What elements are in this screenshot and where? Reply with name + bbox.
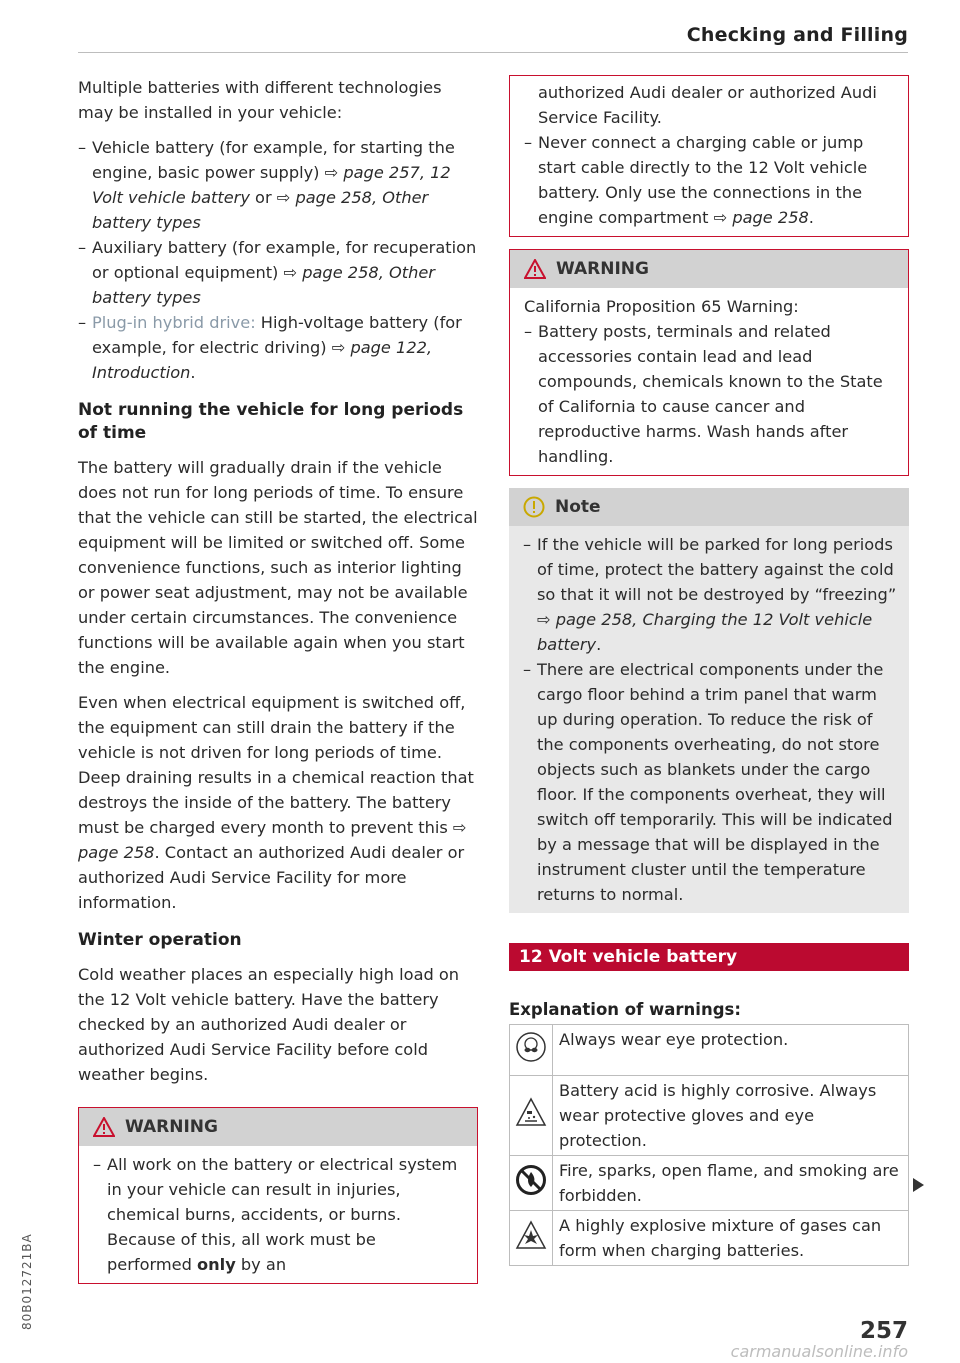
list-item: – Battery posts, terminals and related accessories contain lead and lead compounds, chemicals known to the State of California to cause cancer and reproductive harms. Wash hands after handling. bbox=[524, 322, 883, 466]
page-link[interactable]: ⇨ page 258, Other battery types bbox=[92, 263, 435, 307]
page-link[interactable]: ⇨ page 258 bbox=[713, 208, 809, 227]
running-header: Checking and Filling bbox=[686, 24, 908, 46]
page-link[interactable]: ⇨ page 122, Introduction bbox=[92, 338, 433, 382]
warning-continued-text: authorized Audi dealer or authorized Audi Service Facility. bbox=[538, 83, 877, 127]
paragraph-long-periods: The battery will gradually drain if the vehicle does not run for long periods of time. To ensure that the vehicle can still be started, the electrical equipment will be limited or switched off. Some convenience functions, such as interior lighting or power seat adjustment, may not be available under certain circumstances. The convenience functions will be available again when you start the engine. bbox=[78, 458, 478, 677]
left-column bbox=[78, 75, 478, 1284]
table-row bbox=[510, 1211, 909, 1266]
continue-arrow-icon bbox=[913, 1178, 924, 1192]
eye-protection-icon bbox=[515, 1031, 547, 1063]
paragraph-winter: Cold weather places an especially high load on the 12 Volt vehicle battery. Have the battery checked by an authorized Audi dealer or authorized Audi Service Facility before cold weather begins. bbox=[78, 965, 460, 1084]
document-code: 80B012721BA bbox=[20, 1233, 34, 1330]
table-cell: Battery acid is highly corrosive. Always wear protective gloves and eye protection. bbox=[553, 1076, 909, 1156]
warning-box-continued bbox=[509, 75, 909, 237]
heading-winter: Winter operation bbox=[78, 930, 242, 950]
watermark: carmanualsonline.info bbox=[730, 1342, 908, 1361]
heading-long-periods: Not running the vehicle for long periods of time bbox=[78, 400, 464, 443]
warning-title: WARNING bbox=[125, 1116, 218, 1137]
explanation-title: Explanation of warnings: bbox=[509, 1000, 741, 1019]
no-fire-icon bbox=[515, 1164, 547, 1196]
warning-intro: California Proposition 65 Warning: bbox=[524, 297, 799, 316]
warnings-table bbox=[509, 1024, 909, 1266]
table-row bbox=[510, 1025, 909, 1076]
page-link[interactable]: ⇨ page 258, Other battery types bbox=[92, 188, 429, 232]
table-row bbox=[510, 1076, 909, 1156]
warning-box bbox=[78, 1107, 478, 1284]
note-title: Note bbox=[555, 496, 601, 517]
paragraph-drain: Even when electrical equipment is switched off, the equipment can still drain the battery if the vehicle is not driven for long periods of time. Deep draining results in a chemical reaction that destroys the inside of the battery. The battery must be charged every month to prevent this ⇨ page 258. Contact an authorized Audi dealer or authorized Audi Service Facility for more information. bbox=[78, 693, 474, 912]
table-cell: Fire, sparks, open flame, and smoking are forbidden. bbox=[553, 1156, 909, 1211]
list-item: – Never connect a charging cable or jump start cable directly to the 12 Volt vehicle battery. Only use the connections in the engine compartment ⇨ page 258. bbox=[524, 133, 868, 227]
list-item: – Vehicle battery (for example, for starting the engine, basic power supply) ⇨ page 257, 12 Volt vehicle battery or ⇨ page 258, Other battery types bbox=[78, 138, 455, 232]
list-item: – Plug-in hybrid drive: High-voltage battery (for example, for electric driving) ⇨ page 122, Introduction. bbox=[78, 313, 462, 382]
intro-paragraph: Multiple batteries with different technologies may be installed in your vehicle: bbox=[78, 78, 442, 122]
header-rule bbox=[78, 52, 908, 53]
page-link[interactable]: ⇨ page 258 bbox=[78, 818, 467, 862]
warning-triangle-icon bbox=[93, 1117, 115, 1137]
right-column bbox=[509, 75, 909, 1266]
list-item: – Auxiliary battery (for example, for recuperation or optional equipment) ⇨ page 258, Other battery types bbox=[78, 238, 477, 307]
page-number: 257 bbox=[859, 1318, 908, 1344]
table-row bbox=[510, 1156, 909, 1211]
explosive-icon bbox=[515, 1220, 547, 1250]
note-info-icon bbox=[523, 496, 545, 518]
list-item: – If the vehicle will be parked for long periods of time, protect the battery against the cold so that it will not be destroyed by “freezing” ⇨ page 258, Charging the 12 Volt vehicle battery. bbox=[523, 535, 897, 654]
list-item: – All work on the battery or electrical system in your vehicle can result in injuries, chemical burns, accidents, or burns. Because of this, all work must be performed only by an bbox=[93, 1155, 458, 1274]
table-cell: Always wear eye protection. bbox=[553, 1025, 909, 1076]
page-link[interactable]: ⇨ page 258, Charging the 12 Volt vehicle battery bbox=[537, 610, 873, 654]
acid-corrosive-icon bbox=[515, 1097, 547, 1127]
warning-triangle-icon bbox=[524, 259, 546, 279]
page-link[interactable]: ⇨ page 257, 12 Volt vehicle battery bbox=[92, 163, 451, 207]
prop65-warning-box bbox=[509, 249, 909, 476]
note-box bbox=[509, 488, 909, 913]
table-cell: A highly explosive mixture of gases can form when charging batteries. bbox=[553, 1211, 909, 1266]
warning-title: WARNING bbox=[556, 258, 649, 279]
hybrid-label: Plug-in hybrid drive: bbox=[92, 313, 256, 332]
list-item: – There are electrical components under the cargo floor behind a trim panel that warm up during operation. To reduce the risk of the components overheating, do not store objects such as blankets under the cargo floor. If the components overheat, they will switch off temporarily. This will be indicated by a message that will be displayed in the instrument cluster until the temperature returns to normal. bbox=[523, 660, 893, 904]
section-header: 12 Volt vehicle battery bbox=[509, 943, 909, 971]
